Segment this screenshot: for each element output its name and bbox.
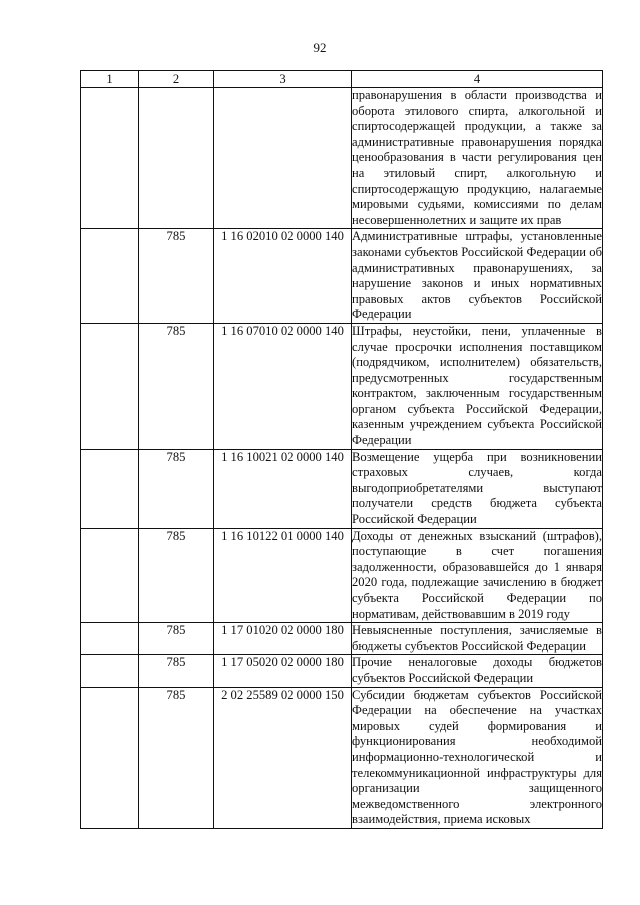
table-row <box>81 528 603 623</box>
table-row <box>81 623 603 655</box>
cell-kbk-code: 1 17 01020 02 0000 180 <box>214 623 352 655</box>
cell-description: Административные штрафы, установленные законами субъектов Российской Федерации об административных правонарушениях, за нарушение законов и иных нормативных правовых актов субъектов Российской Федерации <box>352 229 603 324</box>
cell-description: Возмещение ущерба при возникновении страховых случаев, когда выгодоприобретателями выступают получатели средств бюджета субъекта Российской Федерации <box>352 449 603 528</box>
cell-admin-code <box>139 88 214 229</box>
page-number: 92 <box>313 40 327 55</box>
cell-description: Субсидии бюджетам субъектов Российской Федерации на обеспечение на участках мировых судей формирования и функционирования необходимой информационно-технологической и телекоммуникационной инфраструктуры для организации защищенного межведомственного электронного взаимодействия, приема исковых <box>352 687 603 828</box>
cell-admin-code: 785 <box>139 687 214 828</box>
cell-kbk-code: 1 16 10122 01 0000 140 <box>214 528 352 623</box>
header-col-1: 1 <box>81 71 139 88</box>
cell-kbk-code: 2 02 25589 02 0000 150 <box>214 687 352 828</box>
cell-admin-code: 785 <box>139 528 214 623</box>
table-row <box>81 229 603 324</box>
table-header-row <box>81 71 603 88</box>
table-row <box>81 687 603 828</box>
cell-kbk-code: 1 16 07010 02 0000 140 <box>214 323 352 449</box>
cell-col-1 <box>81 655 139 687</box>
cell-col-1 <box>81 229 139 324</box>
cell-kbk-code: 1 16 02010 02 0000 140 <box>214 229 352 324</box>
cell-col-1 <box>81 88 139 229</box>
cell-col-1 <box>81 449 139 528</box>
cell-description: Прочие неналоговые доходы бюджетов субъектов Российской Федерации <box>352 655 603 687</box>
table-row <box>81 655 603 687</box>
table-row <box>81 88 603 229</box>
table-row <box>81 323 603 449</box>
budget-revenue-table <box>80 70 603 829</box>
cell-col-1 <box>81 528 139 623</box>
cell-admin-code: 785 <box>139 655 214 687</box>
cell-col-1 <box>81 687 139 828</box>
cell-description: Невыясненные поступления, зачисляемые в бюджеты субъектов Российской Федерации <box>352 623 603 655</box>
cell-admin-code: 785 <box>139 229 214 324</box>
header-col-2: 2 <box>139 71 214 88</box>
cell-description: правонарушения в области производства и оборота этилового спирта, алкогольной и спиртосодержащей продукции, а также за административные правонарушения порядка ценообразования в части регулирования цен на этиловый спирт, алкогольную и спиртосодержащую продукцию, налагаемые мировыми судьями, комиссиями по делам несовершеннолетних и защите их прав <box>352 88 603 229</box>
cell-description: Штрафы, неустойки, пени, уплаченные в случае просрочки исполнения поставщиком (подрядчиком, исполнителем) обязательств, предусмотренных государственным контрактом, заключенным государственным органом субъекта Российской Федерации, казенным учреждением субъекта Российской Федерации <box>352 323 603 449</box>
cell-col-1 <box>81 623 139 655</box>
cell-admin-code: 785 <box>139 623 214 655</box>
table-row <box>81 449 603 528</box>
cell-kbk-code: 1 16 10021 02 0000 140 <box>214 449 352 528</box>
cell-kbk-code: 1 17 05020 02 0000 180 <box>214 655 352 687</box>
cell-description: Доходы от денежных взысканий (штрафов), поступающие в счет погашения задолженности, образовавшейся до 1 января 2020 года, подлежащие зачислению в бюджет субъекта Российской Федерации по нормативам, действовавшим в 2019 году <box>352 528 603 623</box>
cell-admin-code: 785 <box>139 323 214 449</box>
cell-kbk-code <box>214 88 352 229</box>
cell-col-1 <box>81 323 139 449</box>
header-col-3: 3 <box>214 71 352 88</box>
header-col-4: 4 <box>352 71 603 88</box>
cell-admin-code: 785 <box>139 449 214 528</box>
